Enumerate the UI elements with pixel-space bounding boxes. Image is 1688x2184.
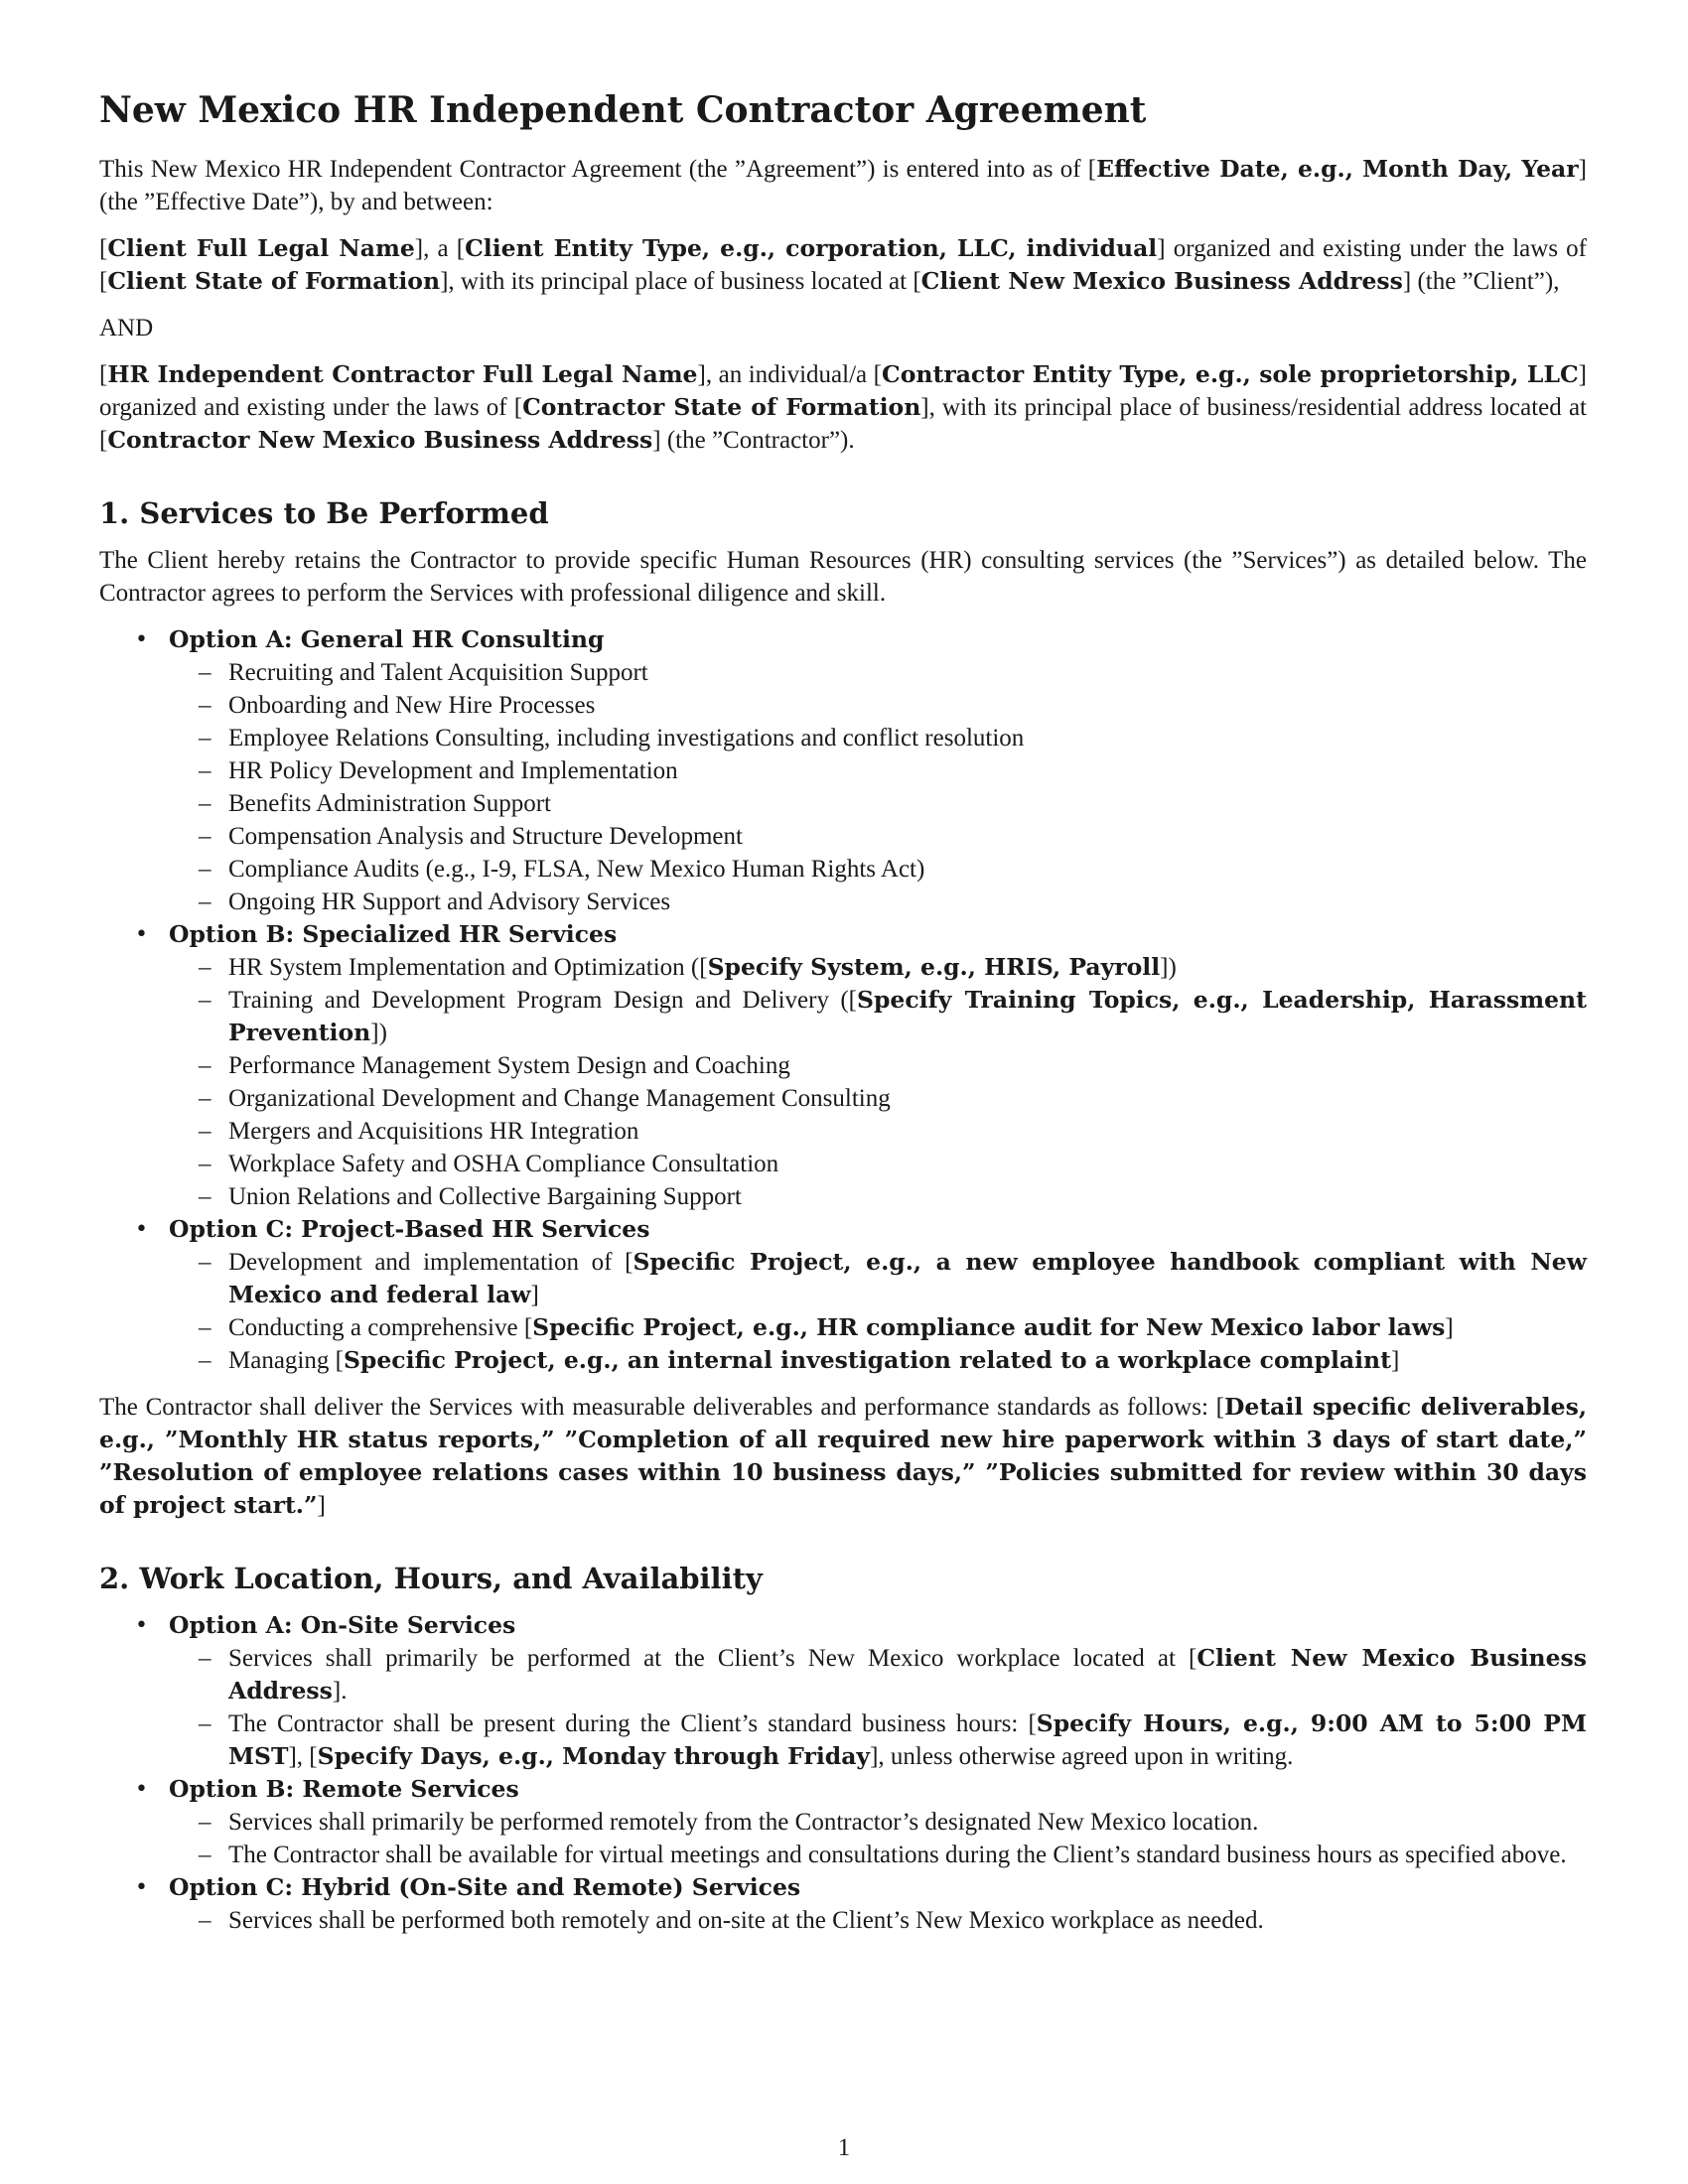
- service-option-b: [99, 918, 1587, 1213]
- dash-icon: –: [199, 1710, 211, 1737]
- bullet-icon: •: [135, 627, 148, 652]
- dash-icon: –: [199, 659, 211, 686]
- option-title: Option B: Specialized HR Services: [169, 920, 618, 948]
- option-title: Option A: General HR Consulting: [169, 625, 605, 653]
- list-item: – The Contractor shall be available for virtual meetings and consultations during the Client’s standard business hours as specified above.: [169, 1839, 1587, 1871]
- location-option-c: [99, 1871, 1587, 1937]
- client-address-placeholder: Client New Mexico Business Address: [920, 267, 1403, 295]
- contractor-name-placeholder: HR Independent Contractor Full Legal Name: [107, 360, 698, 388]
- service-option-c: [99, 1213, 1587, 1377]
- dash-icon: –: [199, 1907, 211, 1934]
- contractor-paragraph: [HR Independent Contractor Full Legal Name], an individual/a [Contractor Entity Type, e.g., sole proprietorship, LLC] organized and existing under the laws of [Contractor State of Formation], with its principal place of business/residential address located at [Contractor New Mexico Business Address] (the ”Contractor”).: [99, 360, 1587, 454]
- list-item: – Services shall primarily be performed at the Client’s New Mexico workplace located at [Client New Mexico Business Address].: [199, 1644, 1587, 1705]
- list-item: – Conducting a comprehensive [Specific Project, e.g., HR compliance audit for New Mexico labor laws]: [169, 1311, 1587, 1344]
- project-placeholder: Specific Project, e.g., HR compliance audit for New Mexico labor laws: [532, 1313, 1446, 1341]
- section-1-intro: The Client hereby retains the Contractor to provide specific Human Resources (HR) consulting services (the ”Services”) as detailed below. The Contractor agrees to perform the Services with professional diligence and skill.: [99, 547, 1587, 607]
- dash-icon: –: [199, 888, 211, 915]
- location-option-a: [99, 1609, 1587, 1773]
- dash-icon: –: [199, 1249, 211, 1276]
- dash-icon: –: [199, 790, 211, 817]
- deliverables-placeholder: Detail specific deliverables, e.g., ”Monthly HR status reports,” ”Completion of all required new hire paperwork within 3 days of start date,” ”Resolution of employee relations cases within 10 business days,” ”Policies submitted for review within 30 days of project start.”: [99, 1393, 1588, 1519]
- option-title: Option A: On-Site Services: [169, 1611, 516, 1639]
- project-placeholder: Specific Project, e.g., an internal investigation related to a workplace complaint: [343, 1346, 1391, 1374]
- contractor-entity-placeholder: Contractor Entity Type, e.g., sole proprietorship, LLC: [882, 360, 1579, 388]
- intro-paragraph: This New Mexico HR Independent Contractor Agreement (the ”Agreement”) is entered into as of [Effective Date, e.g., Month Day, Year] (the ”Effective Date”), by and between:: [99, 155, 1587, 215]
- dash-icon: –: [199, 1085, 211, 1112]
- option-c-items: [169, 1246, 1587, 1377]
- deliverables-paragraph: The Contractor shall deliver the Services with measurable deliverables and performance standards as follows: [Detail specific deliverables, e.g., ”Monthly HR status reports,” ”Completion of all required new hire paperwork within 3 days of start date,” ”Resolution of employee relations cases within 10 business days,” ”Policies submitted for review within 30 days of project start.”]: [99, 1393, 1588, 1519]
- bullet-icon: •: [135, 1777, 148, 1802]
- document-title: New Mexico HR Independent Contractor Agreement: [99, 89, 1147, 131]
- option-a-items: [169, 1642, 1587, 1773]
- dash-icon: –: [199, 823, 211, 850]
- document-page: [99, 87, 1587, 1951]
- list-item: – Ongoing HR Support and Advisory Services: [169, 886, 1587, 918]
- list-item: – Development and implementation of [Specific Project, e.g., a new employee handbook compliant with New Mexico and federal law]: [199, 1248, 1587, 1308]
- section-1-heading: 1. Services to Be Performed: [99, 496, 549, 530]
- client-address-placeholder: Client New Mexico Business Address: [228, 1644, 1587, 1705]
- hours-placeholder: Specify Hours, e.g., 9:00 AM to 5:00 PM MST: [228, 1709, 1587, 1770]
- dash-icon: –: [199, 954, 211, 981]
- dash-icon: –: [199, 1809, 211, 1836]
- list-item: – Compliance Audits (e.g., I-9, FLSA, New Mexico Human Rights Act): [169, 853, 1587, 886]
- dash-icon: –: [199, 1118, 211, 1145]
- bullet-icon: •: [135, 1217, 148, 1242]
- dash-icon: –: [199, 692, 211, 719]
- client-paragraph: [Client Full Legal Name], a [Client Entity Type, e.g., corporation, LLC, individual] organized and existing under the laws of [Client State of Formation], with its principal place of business located at [Client New Mexico Business Address] (the ”Client”),: [99, 234, 1588, 295]
- training-topics-placeholder: Specify Training Topics, e.g., Leadership, Harassment Prevention: [228, 986, 1587, 1046]
- dash-icon: –: [199, 1645, 211, 1672]
- option-a-items: [169, 656, 1587, 918]
- client-entity-placeholder: Client Entity Type, e.g., corporation, LLC, individual: [465, 234, 1158, 262]
- option-title: Option B: Remote Services: [169, 1775, 519, 1803]
- dash-icon: –: [199, 987, 211, 1014]
- services-options-list: [99, 623, 1587, 1377]
- section-2-heading: 2. Work Location, Hours, and Availability: [99, 1562, 763, 1595]
- project-placeholder: Specific Project, e.g., a new employee handbook compliant with New Mexico and federal law: [228, 1248, 1587, 1308]
- list-item: – Mergers and Acquisitions HR Integration: [169, 1115, 1587, 1148]
- list-item: – Union Relations and Collective Bargaining Support: [169, 1180, 1587, 1213]
- bullet-icon: •: [135, 1875, 148, 1900]
- list-item: – HR System Implementation and Optimization ([Specify System, e.g., HRIS, Payroll]): [169, 951, 1587, 984]
- option-b-items: [169, 951, 1587, 1213]
- location-options-list: [99, 1609, 1587, 1937]
- effective-date-placeholder: Effective Date, e.g., Month Day, Year: [1096, 155, 1579, 183]
- dash-icon: –: [199, 1347, 211, 1374]
- option-b-items: [169, 1806, 1587, 1871]
- list-item: – Services shall primarily be performed remotely from the Contractor’s designated New Mexico location.: [169, 1806, 1587, 1839]
- bullet-icon: •: [135, 922, 148, 947]
- list-item: – Training and Development Program Design and Delivery ([Specify Training Topics, e.g., Leadership, Harassment Prevention]): [199, 986, 1587, 1046]
- list-item: – Employee Relations Consulting, including investigations and conflict resolution: [169, 722, 1587, 754]
- and-separator: AND: [99, 315, 154, 341]
- contractor-state-placeholder: Contractor State of Formation: [522, 393, 921, 421]
- dash-icon: –: [199, 1842, 211, 1868]
- list-item: – HR Policy Development and Implementation: [169, 754, 1587, 787]
- list-item: – The Contractor shall be present during the Client’s standard business hours: [Specify Hours, e.g., 9:00 AM to 5:00 PM MST], [Specify Days, e.g., Monday through Friday], unless otherwise agreed upon in writing.: [199, 1709, 1587, 1770]
- contractor-address-placeholder: Contractor New Mexico Business Address: [107, 426, 653, 454]
- list-item: – Onboarding and New Hire Processes: [169, 689, 1587, 722]
- service-option-a: [99, 623, 1587, 918]
- dash-icon: –: [199, 725, 211, 751]
- bullet-icon: •: [135, 1613, 148, 1638]
- list-item: – Recruiting and Talent Acquisition Support: [169, 656, 1587, 689]
- page-number: 1: [837, 2134, 851, 2161]
- dash-icon: –: [199, 757, 211, 784]
- dash-icon: –: [199, 1314, 211, 1341]
- option-title: Option C: Project-Based HR Services: [169, 1215, 650, 1243]
- client-state-placeholder: Client State of Formation: [107, 267, 441, 295]
- location-option-b: [99, 1773, 1587, 1871]
- system-placeholder: Specify System, e.g., HRIS, Payroll: [707, 953, 1161, 981]
- list-item: – Workplace Safety and OSHA Compliance Consultation: [169, 1148, 1587, 1180]
- days-placeholder: Specify Days, e.g., Monday through Friday: [317, 1742, 871, 1770]
- list-item: – Organizational Development and Change Management Consulting: [169, 1082, 1587, 1115]
- option-c-items: [169, 1904, 1587, 1937]
- list-item: – Managing [Specific Project, e.g., an internal investigation related to a workplace complaint]: [169, 1344, 1587, 1377]
- client-name-placeholder: Client Full Legal Name: [107, 234, 415, 262]
- list-item: – Performance Management System Design and Coaching: [169, 1049, 1587, 1082]
- list-item: – Services shall be performed both remotely and on-site at the Client’s New Mexico workplace as needed.: [169, 1904, 1587, 1937]
- dash-icon: –: [199, 1052, 211, 1079]
- option-title: Option C: Hybrid (On-Site and Remote) Services: [169, 1873, 801, 1901]
- dash-icon: –: [199, 1183, 211, 1210]
- dash-icon: –: [199, 1151, 211, 1177]
- list-item: – Benefits Administration Support: [169, 787, 1587, 820]
- dash-icon: –: [199, 856, 211, 883]
- list-item: – Compensation Analysis and Structure Development: [169, 820, 1587, 853]
